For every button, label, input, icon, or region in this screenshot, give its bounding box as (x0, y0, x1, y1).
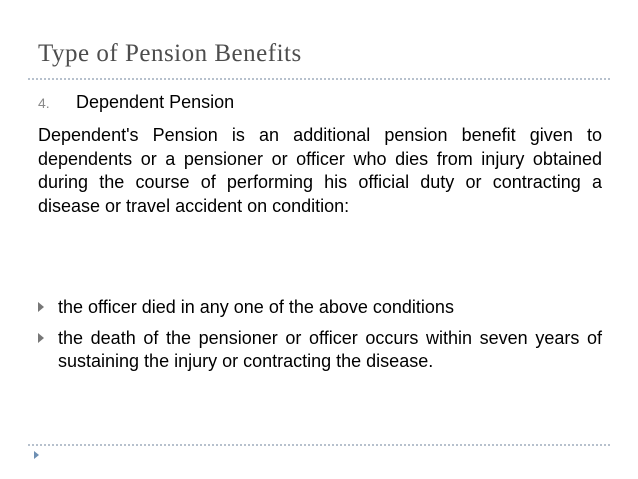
body-paragraph: Dependent's Pension is an additional pension benefit given to dependents or a pensioner or officer who dies from injury obtained during the course of performing his official duty or contracting a disease or travel accident on condition: (38, 125, 602, 216)
bullet-list (38, 296, 602, 381)
list-item (38, 327, 602, 374)
item-heading: Dependent Pension (76, 92, 235, 112)
bullet-arrow-icon (38, 302, 44, 312)
item-number: 4. (38, 95, 50, 111)
nav-arrow-icon (34, 451, 39, 459)
title-divider (28, 78, 610, 80)
bullet-arrow-icon (38, 333, 44, 343)
slide-title: Type of Pension Benefits (38, 40, 302, 67)
bullet-text: the officer died in any one of the above conditions (58, 297, 454, 317)
bullet-text: the death of the pensioner or officer occurs within seven years of sustaining the injury or contracting the disease. (58, 327, 602, 371)
numbered-heading (38, 92, 234, 113)
list-item (38, 296, 602, 320)
footer-divider (28, 444, 610, 446)
